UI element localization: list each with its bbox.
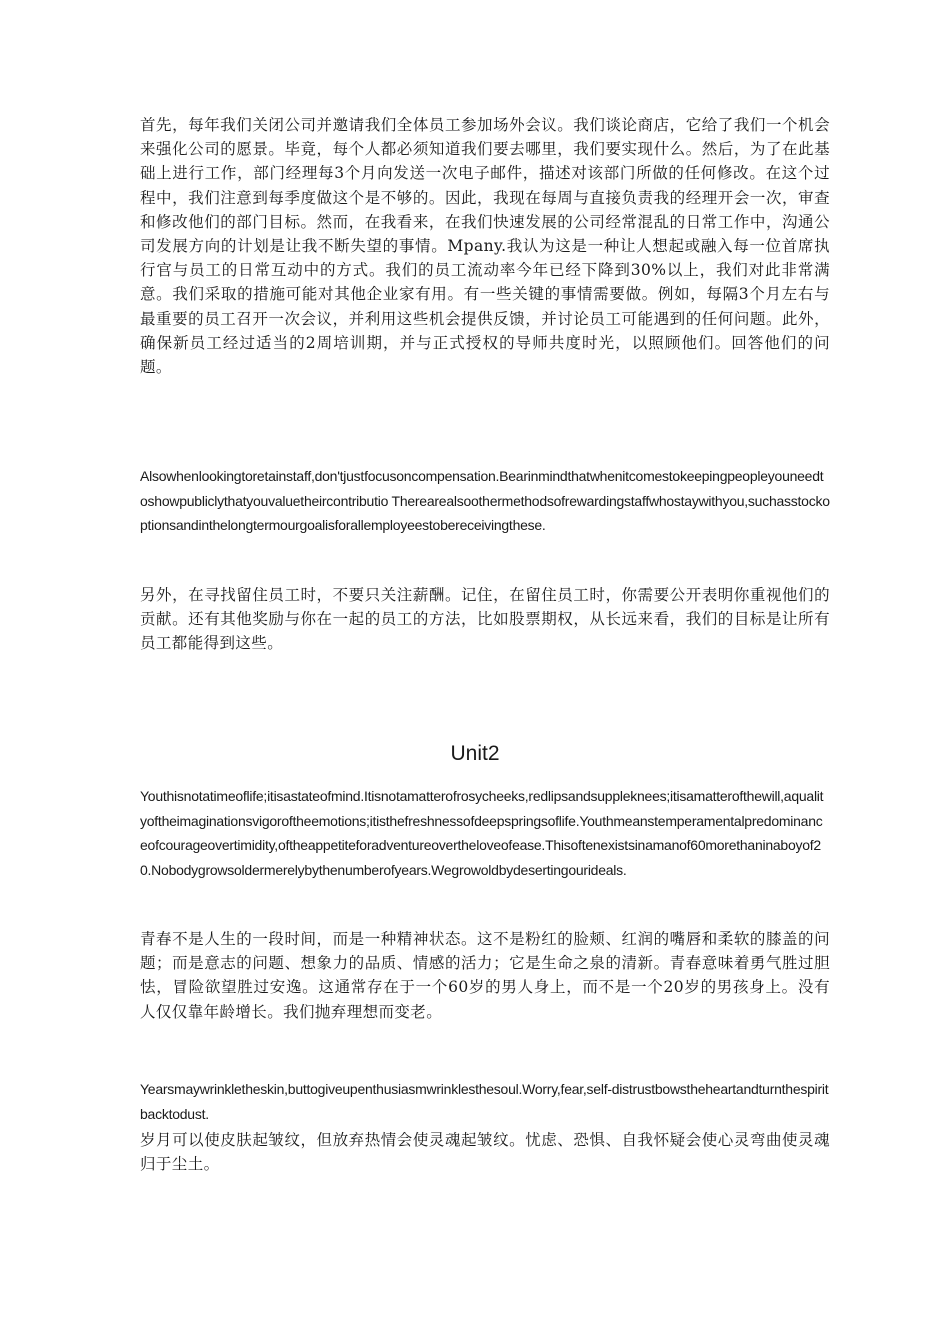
paragraph-chinese-3: 青春不是人生的一段时间，而是一种精神状态。这不是粉红的脸颊、红润的嘴唇和柔软的膝盖的问题；而是意志的问题、想象力的品质、情感的活力；它是生命之泉的清新。青春意味着勇气胜过胆怯，冒险欲望胜过安逸。这通常存在于一个60岁的男人身上，而不是一个20岁的男孩身上。没有人仅仅靠年龄增长。我们抛弃理想而变老。 [140,930,830,1021]
paragraph-english-1: Alsowhenlookingtoretainstaff,don'tjustfocusoncompensation.Bearinmindthatwhenitcomestokeepingpeopleyouneedtoshowpubliclythatyouvaluetheircontributio Therearealsoothermethodsofrewardingstaffwhostaywithyou,suchasstockoptionsandinthelongtermourgoalisforallemployeestobereceivingthese. [140,468,830,533]
paragraph-english-3: Yearsmaywrinkletheskin,buttogiveupenthusiasmwrinklesthesoul.Worry,fear,self-distrustbowstheheartandturnthespiritbacktodust. [140,1081,829,1122]
paragraph-chinese-2: 另外，在寻找留住员工时，不要只关注薪酬。记住，在留住员工时，你需要公开表明你重视他们的贡献。还有其他奖励与你在一起的员工的方法，比如股票期权，从长远来看，我们的目标是让所有员工都能得到这些。 [140,586,830,653]
section-title: Unit2 [450,742,500,765]
paragraph-chinese-1: 首先，每年我们关闭公司并邀请我们全体员工参加场外会议。我们谈论商店，它给了我们一个机会来强化公司的愿景。毕竟，每个人都必须知道我们要去哪里，我们要实现什么。然后，为了在此基础上进行工作，部门经理每3个月向发送一次电子邮件，描述对该部门所做的任何修改。在这个过程中，我们注意到每季度做这个是不够的。因此，我现在每周与直接负责我的经理开会一次，审查和修改他们的部门目标。然而，在我看来，在我们快速发展的公司经常混乱的日常工作中，沟通公司发展方向的计划是让我不断失望的事情。Mpany.我认为这是一种让人想起或融入每一位首席执行官与员工的日常互动中的方式。我们的员工流动率今年已经下降到30%以上，我们对此非常满意。我们采取的措施可能对其他企业家有用。有一些关键的事情需要做。例如，每隔3个月左右与最重要的员工召开一次会议，并利用这些机会提供反馈，并讨论员工可能遇到的任何问题。此外，确保新员工经过适当的2周培训期，并与正式授权的导师共度时光，以照顾他们。回答他们的问题。 [140,116,830,377]
paragraph-chinese-4: 岁月可以使皮肤起皱纹，但放弃热情会使灵魂起皱纹。忧虑、恐惧、自我怀疑会使心灵弯曲使灵魂归于尘土。 [140,1131,830,1174]
paragraph-english-2: Youthisnotatimeoflife;itisastateofmind.Itisnotamatterofrosycheeks,redlipsandsuppleknees;itisamatterofthewill,aqualityoftheimaginationsvigoroftheemotions;itisthefreshnessofdeepspringsoflife.Youthmeanstemperamentalpredominanceofcourageovertimidity,oftheappetiteforadventureovertheloveofease.Thisoftenexistsinamanof60morethaninaboyof20.Nobodygrowsoldermerelybythenumberofyears.Wegrowoldbydesertingourideals. [140,788,824,878]
